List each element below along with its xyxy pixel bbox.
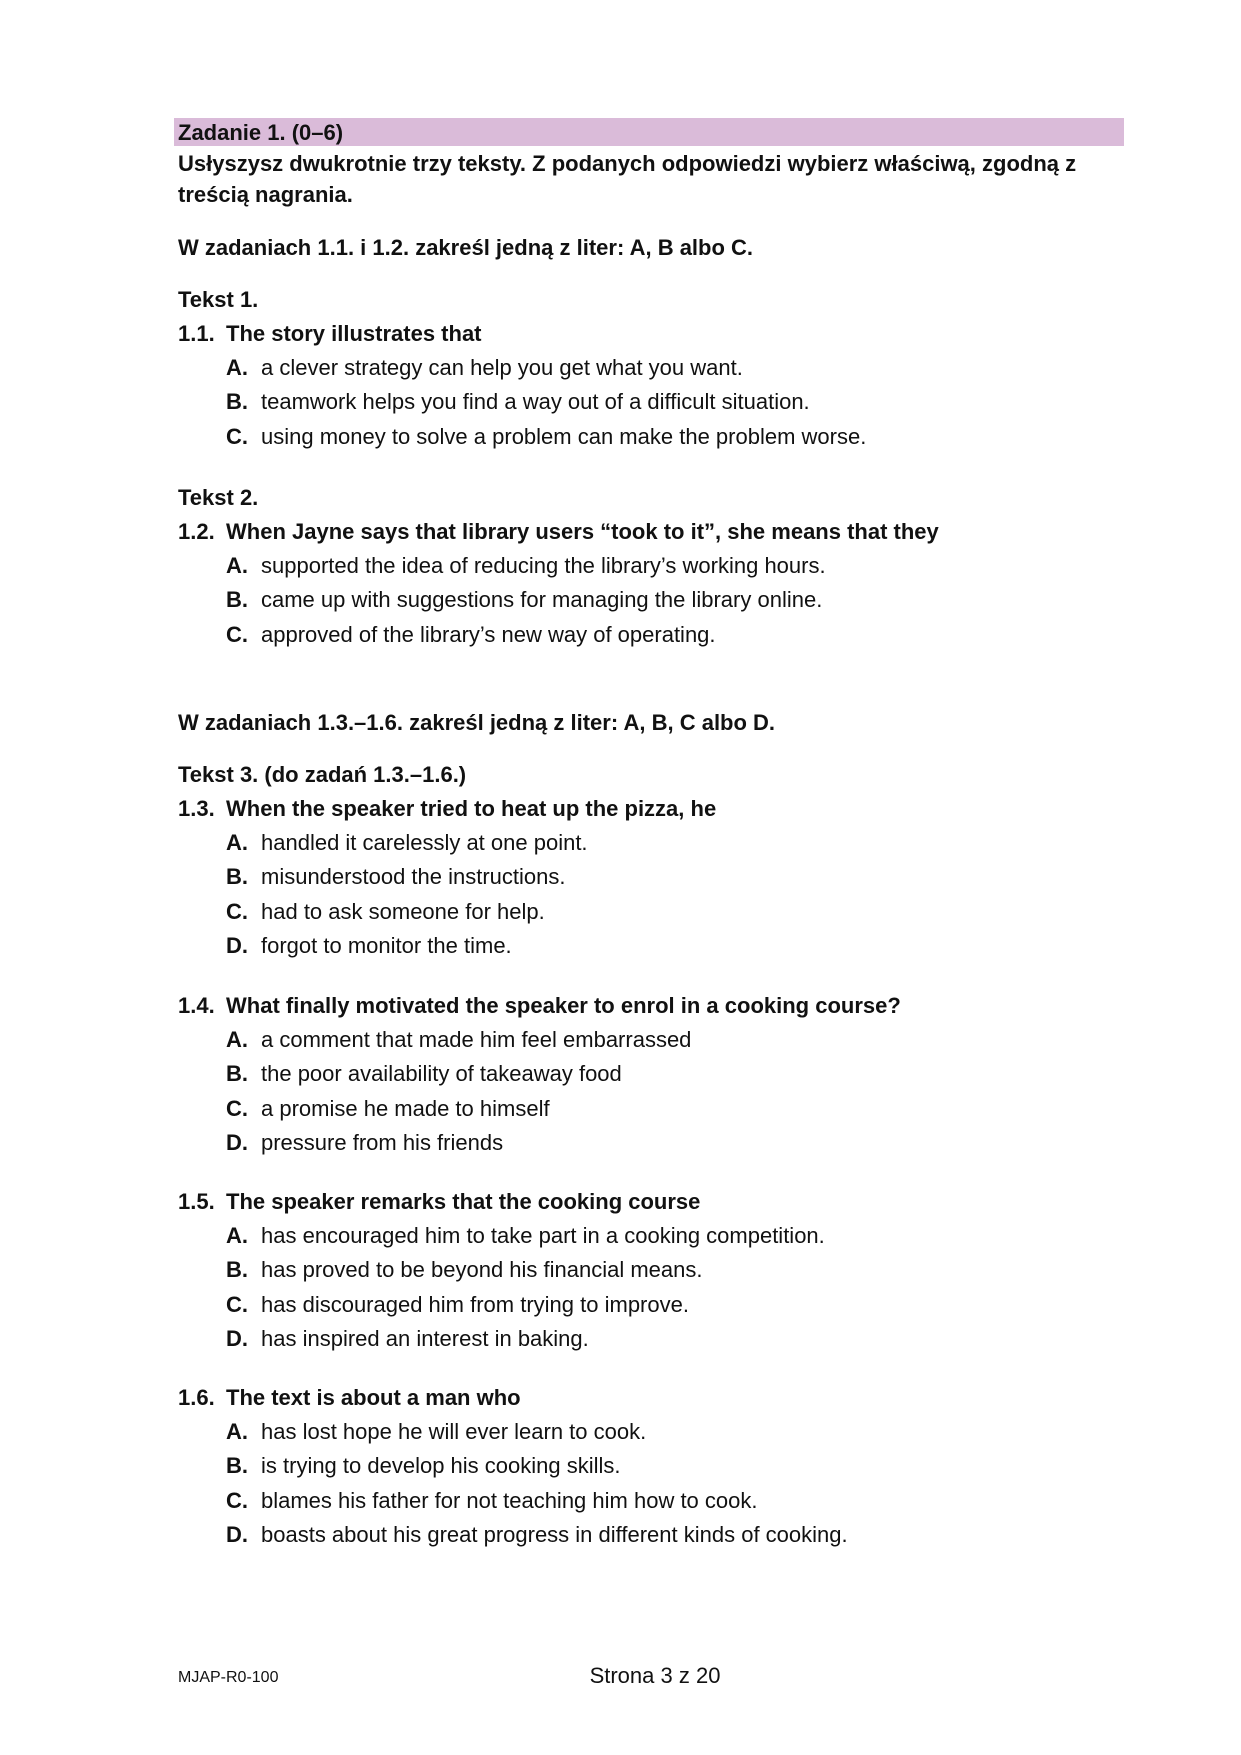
question-1-6 xyxy=(178,1384,1128,1555)
option-letter[interactable]: A. xyxy=(226,830,248,855)
question-number: 1.4. xyxy=(178,993,215,1018)
question-stem: When Jayne says that library users “took to it”, she means that they xyxy=(226,519,939,544)
option-letter[interactable]: C. xyxy=(226,621,248,647)
option-letter[interactable]: B. xyxy=(226,1061,248,1087)
option-text: a clever strategy can help you get what you want. xyxy=(261,355,743,380)
option-letter[interactable]: D. xyxy=(226,1521,248,1547)
page-number: Strona 3 z 20 xyxy=(589,1663,721,1688)
option-c[interactable] xyxy=(178,621,1128,655)
task-header xyxy=(174,118,1124,146)
option-text: supported the idea of reducing the library’s working hours. xyxy=(261,553,826,578)
option-text: came up with suggestions for managing the library online. xyxy=(261,587,823,613)
question-1-2 xyxy=(178,518,1128,655)
option-letter[interactable]: B. xyxy=(226,864,248,890)
question-1-4 xyxy=(178,992,1128,1163)
question-number: 1.6. xyxy=(178,1385,215,1410)
option-letter[interactable]: C. xyxy=(226,423,248,449)
text-label-1: Tekst 1. xyxy=(178,287,259,312)
option-letter[interactable]: D. xyxy=(226,1129,248,1155)
option-text: the poor availability of takeaway food xyxy=(261,1061,622,1087)
question-stem: The speaker remarks that the cooking course xyxy=(226,1189,701,1214)
option-letter[interactable]: D. xyxy=(226,1325,248,1351)
option-letter[interactable]: A. xyxy=(226,1027,248,1052)
text-label-2: Tekst 2. xyxy=(178,485,259,510)
option-text: is trying to develop his cooking skills. xyxy=(261,1453,621,1479)
option-b[interactable] xyxy=(178,1256,1128,1290)
option-a[interactable] xyxy=(178,1222,1128,1256)
option-d[interactable] xyxy=(178,932,1128,966)
option-c[interactable] xyxy=(178,898,1128,932)
option-letter[interactable]: B. xyxy=(226,1257,248,1283)
option-letter[interactable]: A. xyxy=(226,1419,248,1444)
option-text: has proved to be beyond his financial means. xyxy=(261,1257,703,1283)
question-stem: The text is about a man who xyxy=(226,1385,521,1410)
option-b[interactable] xyxy=(178,586,1128,620)
question-stem: What finally motivated the speaker to enrol in a cooking course? xyxy=(226,993,901,1018)
option-letter[interactable]: C. xyxy=(226,1095,248,1121)
option-text: misunderstood the instructions. xyxy=(261,864,566,890)
option-letter[interactable]: B. xyxy=(226,587,248,613)
exam-code: MJAP-R0-100 xyxy=(178,1669,279,1686)
option-text: approved of the library’s new way of operating. xyxy=(261,621,716,647)
question-stem: When the speaker tried to heat up the pizza, he xyxy=(226,796,717,821)
text-label-3: Tekst 3. (do zadań 1.3.–1.6.) xyxy=(178,762,467,787)
option-c[interactable] xyxy=(178,1291,1128,1325)
question-1-1 xyxy=(178,320,1128,457)
task-title: Zadanie 1. (0–6) xyxy=(178,120,344,145)
option-text: has lost hope he will ever learn to cook. xyxy=(261,1419,647,1444)
option-a[interactable] xyxy=(178,552,1128,586)
question-number: 1.1. xyxy=(178,321,215,346)
option-b[interactable] xyxy=(178,1452,1128,1486)
option-text: using money to solve a problem can make the problem worse. xyxy=(261,423,867,449)
option-a[interactable] xyxy=(178,1026,1128,1060)
option-letter[interactable]: B. xyxy=(226,389,248,415)
option-a[interactable] xyxy=(178,354,1128,388)
instruction-1-3-1-6: W zadaniach 1.3.–1.6. zakreśl jedną z liter: A, B, C albo D. xyxy=(178,710,776,735)
question-1-5 xyxy=(178,1188,1128,1359)
option-letter[interactable]: C. xyxy=(226,1291,248,1317)
option-letter[interactable]: C. xyxy=(226,1487,248,1513)
option-c[interactable] xyxy=(178,1095,1128,1129)
option-letter[interactable]: A. xyxy=(226,553,248,578)
option-d[interactable] xyxy=(178,1129,1128,1163)
instruction-1-1-1-2: W zadaniach 1.1. i 1.2. zakreśl jedną z liter: A, B albo C. xyxy=(178,235,754,260)
option-text: a comment that made him feel embarrassed xyxy=(261,1027,692,1052)
option-letter[interactable]: A. xyxy=(226,1223,248,1248)
question-stem: The story illustrates that xyxy=(226,321,482,346)
option-letter[interactable]: C. xyxy=(226,898,248,924)
option-a[interactable] xyxy=(178,829,1128,863)
task-intro: Usłyszysz dwukrotnie trzy teksty. Z podanych odpowiedzi wybierz właściwą, zgodną z treścią nagrania. xyxy=(178,151,1077,207)
option-text: handled it carelessly at one point. xyxy=(261,830,588,855)
option-text: has encouraged him to take part in a cooking competition. xyxy=(261,1223,825,1248)
question-number: 1.5. xyxy=(178,1189,215,1214)
question-number: 1.3. xyxy=(178,796,215,821)
option-letter[interactable]: D. xyxy=(226,932,248,958)
option-text: forgot to monitor the time. xyxy=(261,932,512,958)
option-text: pressure from his friends xyxy=(261,1129,504,1155)
question-1-3 xyxy=(178,795,1128,966)
option-text: has inspired an interest in baking. xyxy=(261,1325,589,1351)
option-letter[interactable]: B. xyxy=(226,1453,248,1479)
option-text: boasts about his great progress in different kinds of cooking. xyxy=(261,1521,848,1547)
option-text: had to ask someone for help. xyxy=(261,898,545,924)
question-number: 1.2. xyxy=(178,519,215,544)
option-text: teamwork helps you find a way out of a difficult situation. xyxy=(261,389,810,415)
option-text: blames his father for not teaching him how to cook. xyxy=(261,1487,758,1513)
option-c[interactable] xyxy=(178,423,1128,457)
option-a[interactable] xyxy=(178,1418,1128,1452)
option-text: has discouraged him from trying to improve. xyxy=(261,1291,689,1317)
option-d[interactable] xyxy=(178,1521,1128,1555)
option-b[interactable] xyxy=(178,863,1128,897)
option-letter[interactable]: A. xyxy=(226,355,248,380)
option-b[interactable] xyxy=(178,388,1128,422)
option-b[interactable] xyxy=(178,1060,1128,1094)
option-d[interactable] xyxy=(178,1325,1128,1359)
option-c[interactable] xyxy=(178,1487,1128,1521)
option-text: a promise he made to himself xyxy=(261,1095,550,1121)
